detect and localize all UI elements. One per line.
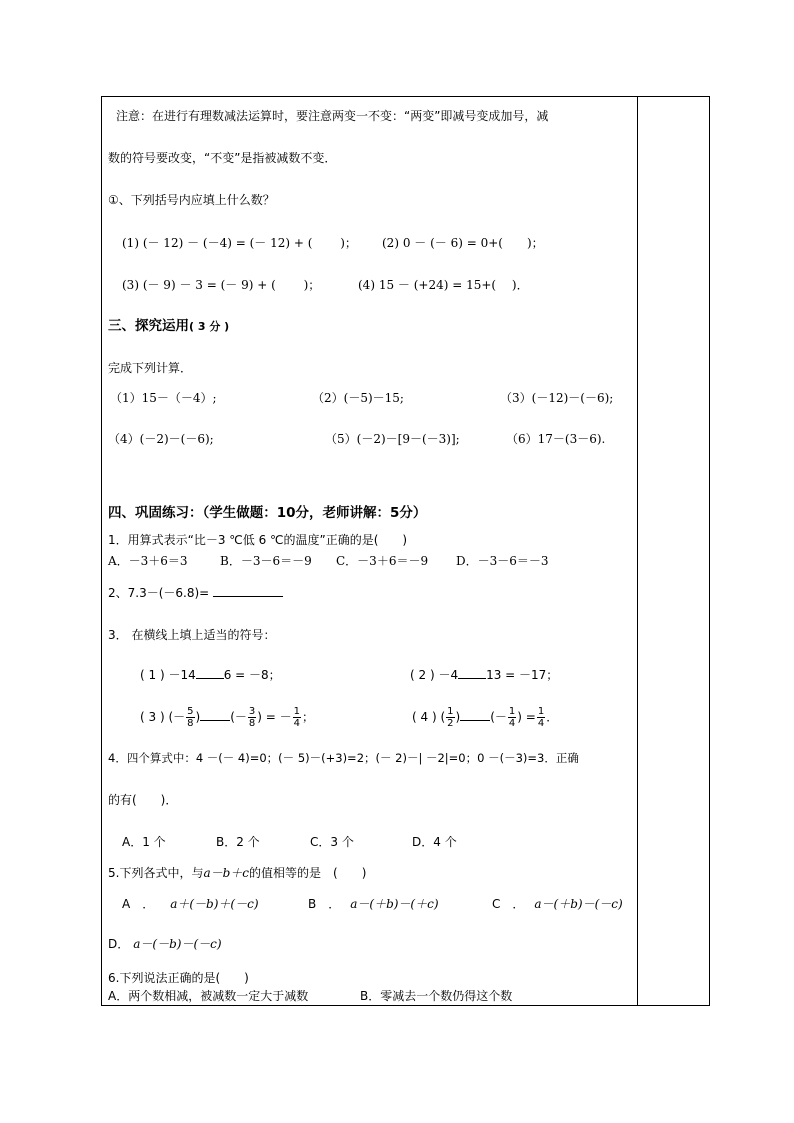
q1-item-4: (4) 15 － (+24) = 15+( )． [358, 278, 529, 292]
q4-3-2-right: 13 = －17； [486, 668, 559, 682]
q4-3-item-2 [410, 667, 558, 683]
section-3-problem-5: （5）(－2)－[9－(－3)]; [325, 432, 460, 446]
q4-3-1-right: 6 = －8； [223, 668, 281, 682]
q4-3-1-left: ( 1 ) －14 [140, 668, 196, 682]
section-3-heading [108, 318, 229, 335]
q4-1-stem: 1．用算式表示“比－3 ℃低 6 ℃的温度”正确的是( ) [108, 533, 408, 547]
q4-5-option-a-label: A ． [122, 897, 155, 911]
q4-6-option-a: A．两个数相减，被减数一定大于减数 [108, 989, 309, 1003]
q4-5-option-b-label: B ． [308, 897, 341, 911]
q4-3-3-d: ) = － [257, 710, 292, 724]
q4-3-4-fraction-2: $\frac{1}{4}$ [508, 706, 516, 729]
q4-5-option-d-label: D． [108, 937, 130, 951]
q4-3-4-fraction-3: $\frac{1}{4}$ [537, 706, 545, 729]
q4-4-option-d: D．4 个 [412, 835, 457, 849]
q4-4-option-c: C．3 个 [310, 835, 354, 849]
q4-3-4-blank [460, 720, 490, 721]
q4-3-3-fraction-1: $\frac{5}{8}$ [187, 706, 194, 729]
q4-3-item-1 [140, 667, 281, 683]
q4-3-2-left: ( 2 ) －4 [410, 668, 459, 682]
section-3-score: ( 3 分 ) [189, 320, 230, 333]
q4-5-option-b-expr: a－(＋b)－(＋c) [350, 897, 439, 911]
section-3-intro: 完成下列计算． [108, 361, 193, 375]
q4-5-option-b [308, 896, 439, 912]
q4-3-3-a: ( 3 ) (－ [140, 710, 186, 724]
q4-3-4-a: ( 4 ) ( [412, 710, 446, 724]
q4-2 [108, 585, 283, 601]
section-3-problem-2: （2）(－5)－15; [312, 391, 404, 405]
q4-3-item-4 [412, 704, 558, 730]
q4-4-line-1: 4．四个算式中：4 －(－ 4)=0；(－ 5)－(+3)=2；(－ 2)－| －2|=0；0 －(－3)=3．正确 [108, 751, 579, 765]
q4-3-4-b: ) [455, 710, 461, 724]
q4-5-option-a [122, 896, 259, 912]
q4-3-4-fraction-1: $\frac{1}{2}$ [447, 706, 454, 729]
q4-4-line-2: 的有( )． [108, 793, 178, 807]
q1-title: ①、下列括号内应填上什么数？ [108, 193, 275, 207]
q4-6-stem: 6.下列说法正确的是( ) [108, 971, 249, 985]
section-4-heading: 四、巩固练习：（学生做题：10分，老师讲解：5分） [108, 505, 427, 521]
q4-5-option-a-expr: a＋(－b)＋(－c) [170, 897, 259, 911]
q4-5-option-d-expr: a－(－b)－(－c) [133, 937, 222, 951]
q4-5-stem-b: 的值相等的是 ( ) [249, 866, 367, 880]
q4-3-item-3 [140, 704, 314, 730]
q1-item-1: (1) (－ 12) － (－4) = (－ 12) + ( )； [122, 236, 357, 250]
q4-5-option-c-expr: a－(＋b)－(－c) [534, 897, 623, 911]
q4-6-option-b: B．零减去一个数仍得这个数 [360, 989, 513, 1003]
q4-4-option-b: B．2 个 [216, 835, 260, 849]
q4-1-option-c: C．－3＋6＝－9 [336, 554, 429, 568]
q4-2-text: 2、7.3－(－6.8)= [108, 586, 210, 600]
section-3-title: 三、探究运用 [108, 318, 189, 334]
note-line-1: 注意：在进行有理数减法运算时，要注意两变一不变：“两变”即减号变成加号，减 [116, 109, 549, 123]
table-column-divider [637, 96, 638, 1006]
q4-3-stem: 3． 在横线上填上适当的符号： [108, 628, 276, 642]
section-3-problem-3: （3）(－12)－(－6); [500, 391, 614, 405]
section-3-problem-6: （6）17－(3－6). [506, 432, 606, 446]
q4-3-3-fraction-3: $\frac{1}{4}$ [293, 706, 300, 729]
q4-5-option-c [492, 896, 623, 912]
q4-3-2-blank [458, 678, 486, 679]
q4-4-option-a: A．1 个 [122, 835, 166, 849]
q4-3-4-c: (－ [490, 710, 507, 724]
q4-1-option-b: B．－3－6＝－9 [220, 554, 312, 568]
section-3-problem-1: （1）15－（－4）; [110, 391, 217, 405]
q4-3-3-fraction-2: $\frac{3}{8}$ [248, 706, 256, 729]
note-line-2: 数的符号要改变，“不变”是指被减数不变． [108, 151, 337, 165]
q4-5-expression: a－b＋c [203, 866, 250, 880]
q4-3-4-d: ) = [517, 710, 536, 724]
section-3-problem-4: （4）(－2)－(－6); [108, 432, 214, 446]
q4-5-stem-a: 5.下列各式中，与 [108, 866, 204, 880]
q4-5-option-d [108, 936, 222, 952]
q1-item-2: (2) 0 － (－ 6) = 0+( )； [382, 236, 544, 250]
q4-2-answer-blank [213, 596, 283, 597]
q1-item-3: (3) (－ 9) － 3 = (－ 9) + ( )； [122, 278, 321, 292]
q4-1-option-a: A．－3＋6＝3 [108, 554, 188, 568]
q4-3-3-b: ) [195, 710, 201, 724]
q4-5-option-c-label: C ． [492, 897, 525, 911]
q4-3-3-c: (－ [230, 710, 247, 724]
q4-5-stem [108, 865, 366, 881]
q4-1-option-d: D．－3－6＝－3 [456, 554, 549, 568]
q4-3-3-e: ； [302, 710, 315, 724]
q4-3-1-blank [196, 678, 224, 679]
q4-3-3-blank [200, 720, 230, 721]
q4-3-4-e: ． [546, 710, 559, 724]
